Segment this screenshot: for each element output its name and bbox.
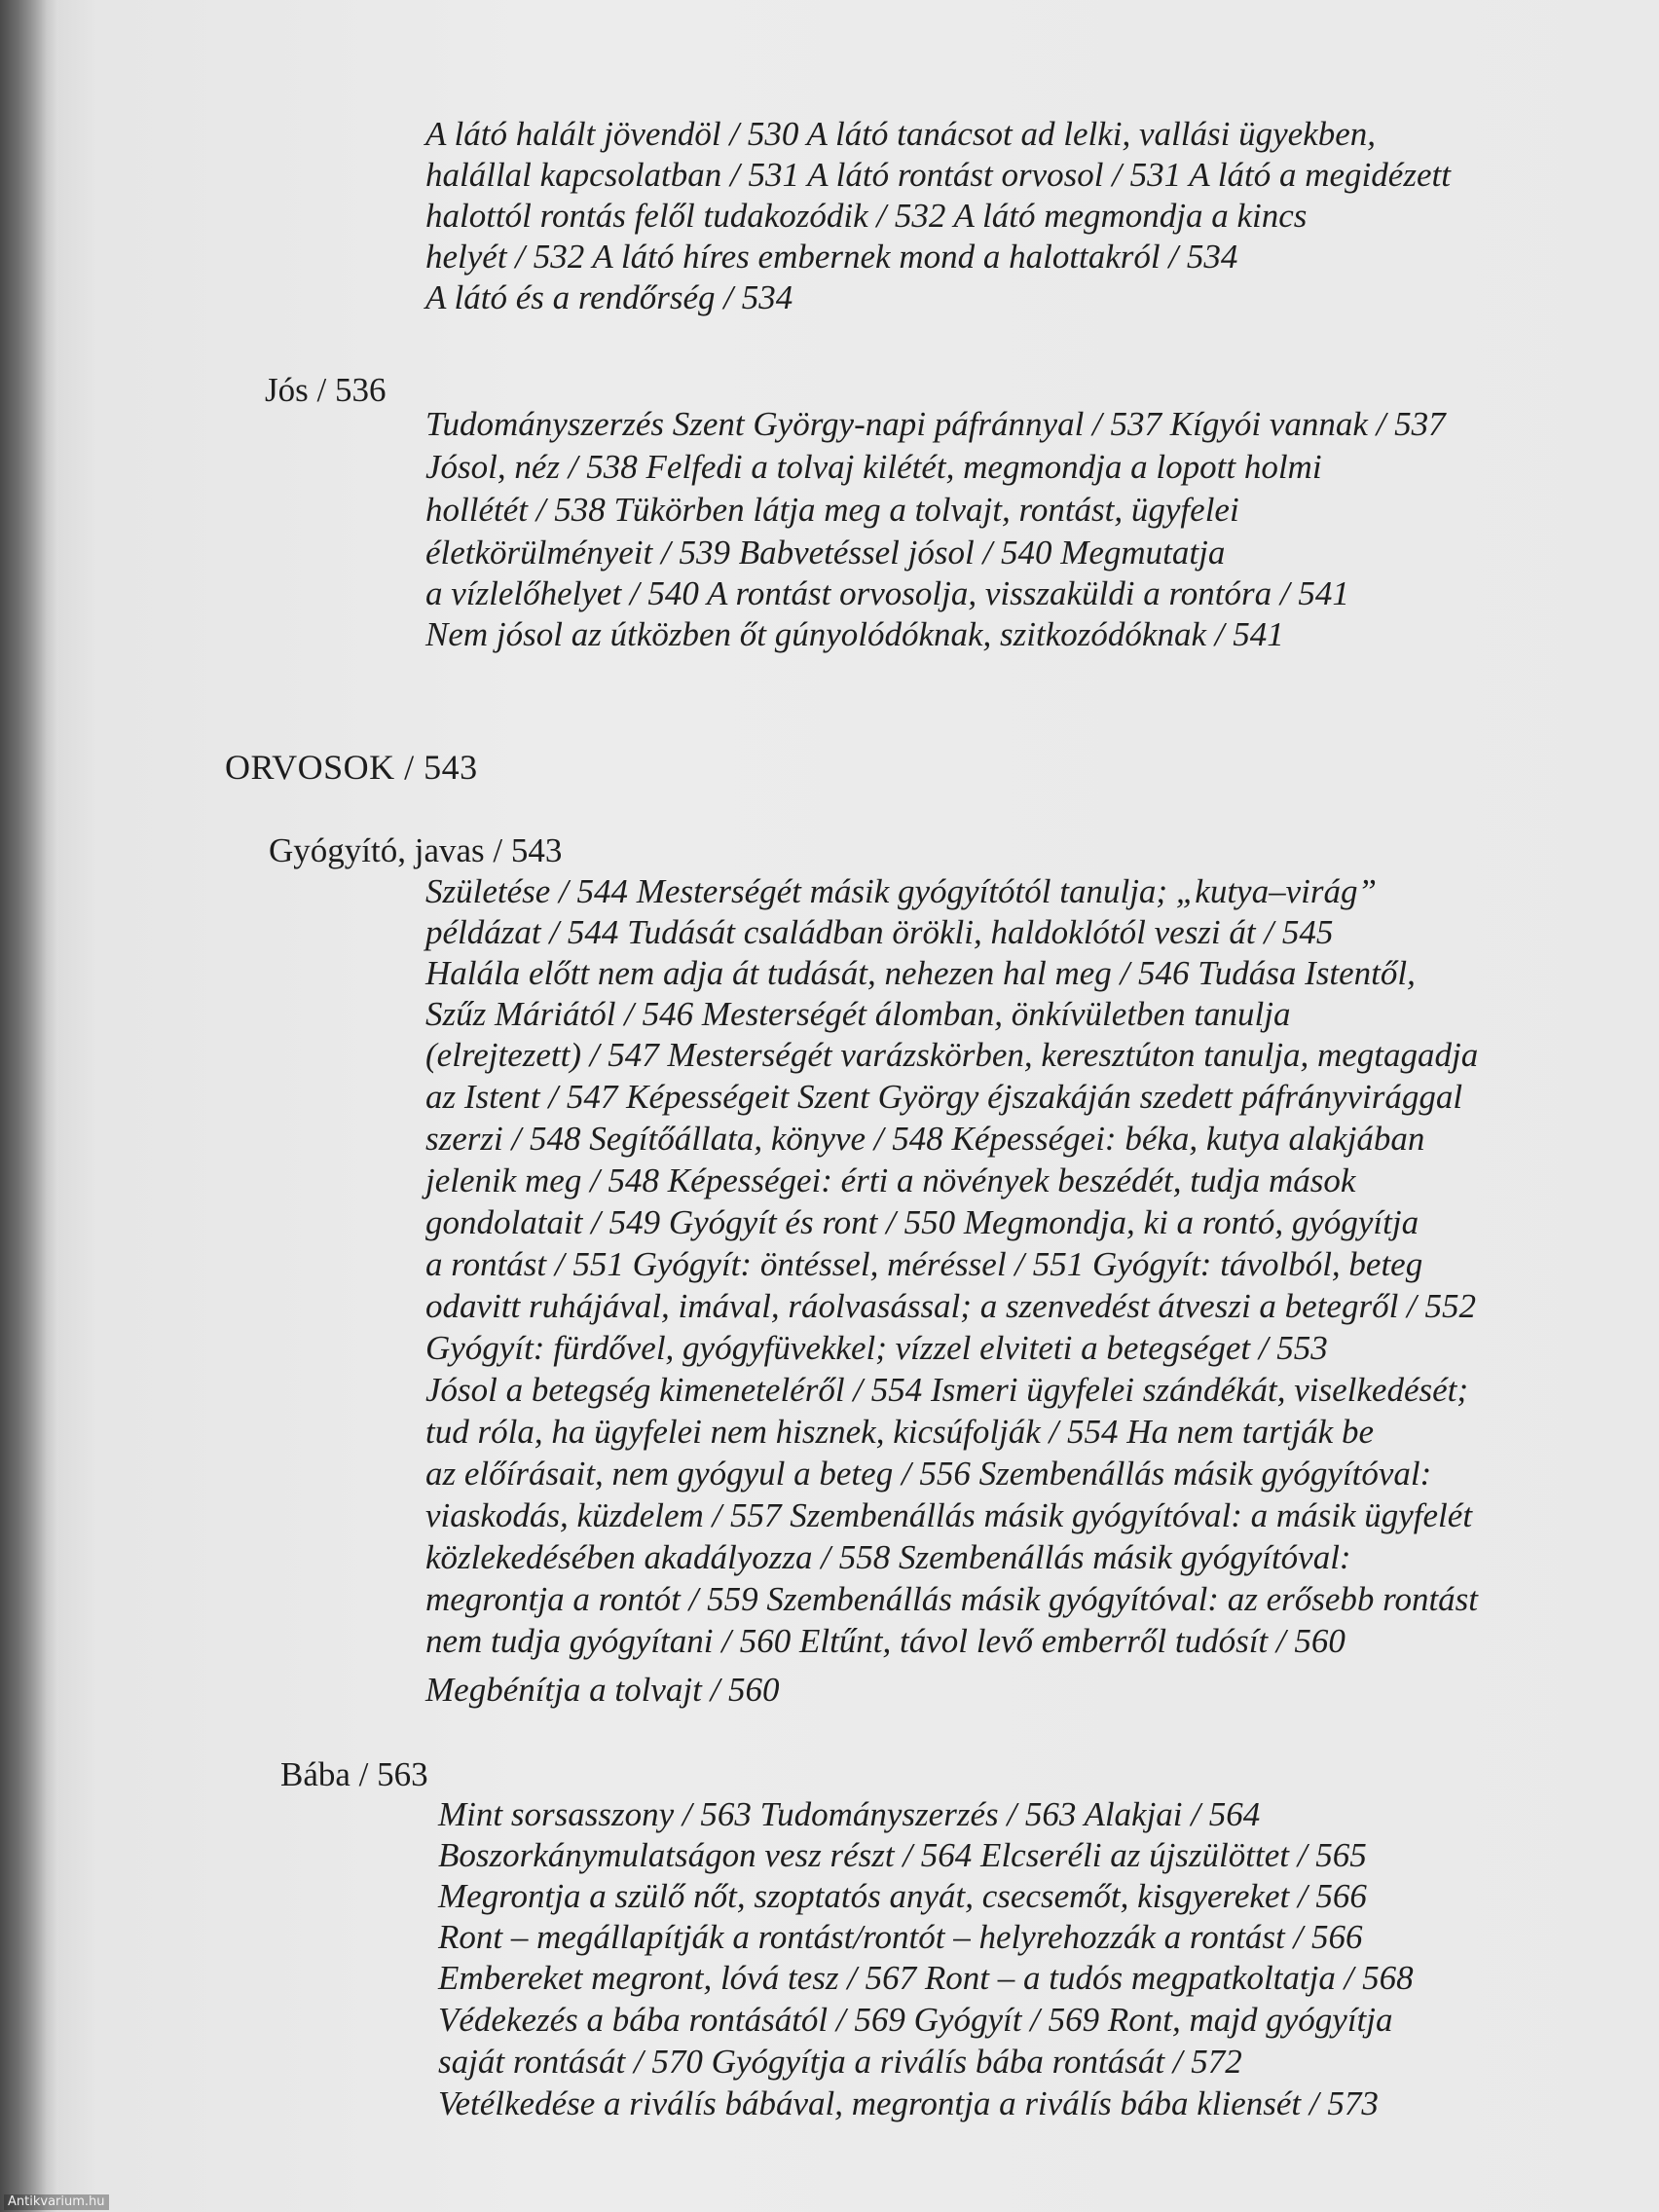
section-heading-orvosok: ORVOSOK / 543 bbox=[225, 748, 478, 787]
entry-line: viaskodás, küzdelem / 557 Szembenállás másik gyógyítóval: a másik ügyfelét bbox=[425, 1496, 1473, 1534]
entry-line: szerzi / 548 Segítőállata, könyve / 548 Képességei: béka, kutya alakjában bbox=[425, 1120, 1425, 1158]
entry-line: Védekezés a bába rontásától / 569 Gyógyít / 569 Ront, majd gyógyítja bbox=[438, 2001, 1393, 2039]
entry-line: Ront – megállapítják a rontást/rontót – helyrehozzák a rontást / 566 bbox=[438, 1918, 1363, 1956]
subheading-jos: Jós / 536 bbox=[265, 371, 387, 409]
entry-line: Mint sorsasszony / 563 Tudományszerzés / 563 Alakjai / 564 bbox=[438, 1795, 1261, 1833]
entry-line: a rontást / 551 Gyógyít: öntéssel, méréssel / 551 Gyógyít: távolból, beteg bbox=[425, 1245, 1423, 1283]
subheading-baba: Bába / 563 bbox=[280, 1755, 428, 1793]
entry-line: közlekedésében akadályozza / 558 Szembenállás másik gyógyítóval: bbox=[425, 1538, 1351, 1576]
entry-line: halállal kapcsolatban / 531 A látó rontást orvosol / 531 A látó a megidézett bbox=[425, 156, 1451, 194]
entry-line: jelenik meg / 548 Képességei: érti a növények beszédét, tudja mások bbox=[425, 1161, 1356, 1199]
entry-line: saját rontását / 570 Gyógyítja a riválís bába rontását / 572 bbox=[438, 2043, 1242, 2081]
entry-line: az Istent / 547 Képességeit Szent György éjszakáján szedett páfrányvirággal bbox=[425, 1078, 1463, 1116]
entry-line: Tudományszerzés Szent György-napi páfránnyal / 537 Kígyói vannak / 537 bbox=[425, 405, 1446, 443]
entry-line: tud róla, ha ügyfelei nem hisznek, kicsúfolják / 554 Ha nem tartják be bbox=[425, 1413, 1374, 1451]
entry-line: Megbénítja a tolvajt / 560 bbox=[425, 1671, 780, 1709]
book-gutter bbox=[0, 0, 58, 2212]
entry-line: a vízlelőhelyet / 540 A rontást orvosolja, visszaküldi a rontóra / 541 bbox=[425, 574, 1349, 612]
entry-line: Gyógyít: fürdővel, gyógyfüvekkel; vízzel elviteti a betegséget / 553 bbox=[425, 1329, 1328, 1367]
entry-line: Embereket megront, lóvá tesz / 567 Ront – a tudós megpatkoltatja / 568 bbox=[438, 1959, 1414, 1997]
entry-line: gondolatait / 549 Gyógyít és ront / 550 Megmondja, ki a rontó, gyógyítja bbox=[425, 1203, 1419, 1241]
entry-line: hollétét / 538 Tükörben látja meg a tolvajt, rontást, ügyfelei bbox=[425, 491, 1239, 529]
entry-line: életkörülményeit / 539 Babvetéssel jósol / 540 Megmutatja bbox=[425, 534, 1226, 571]
entry-line: Vetélkedése a riválís bábával, megrontja a riválís bába kliensét / 573 bbox=[438, 2084, 1379, 2122]
entry-line: Boszorkánymulatságon vesz részt / 564 Elcseréli az újszülöttet / 565 bbox=[438, 1836, 1367, 1874]
entry-line: halottól rontás felől tudakozódik / 532 A látó megmondja a kincs bbox=[425, 197, 1308, 235]
entry-line: megrontja a rontót / 559 Szembenállás másik gyógyítóval: az erősebb rontást bbox=[425, 1580, 1479, 1618]
entry-line: Jósol a betegség kimeneteléről / 554 Ismeri ügyfelei szándékát, viselkedését; bbox=[425, 1371, 1469, 1409]
entry-line: A látó és a rendőrség / 534 bbox=[425, 278, 793, 316]
entry-line: (elrejtezett) / 547 Mesterségét varázskörben, keresztúton tanulja, megtagadja bbox=[425, 1036, 1479, 1074]
entry-line: Nem jósol az útközben őt gúnyolódóknak, szitkozódóknak / 541 bbox=[425, 615, 1284, 653]
entry-line: Megrontja a szülő nőt, szoptatós anyát, csecsemőt, kisgyereket / 566 bbox=[438, 1877, 1367, 1915]
entry-line: Szűz Máriától / 546 Mesterségét álomban, önkívületben tanulja bbox=[425, 995, 1291, 1033]
entry-line: helyét / 532 A látó híres embernek mond a halottakról / 534 bbox=[425, 238, 1238, 276]
entry-line: Halála előtt nem adja át tudását, nehezen hal meg / 546 Tudása Istentől, bbox=[425, 954, 1416, 992]
watermark: Antikvarium.hu bbox=[4, 2194, 109, 2210]
entry-line: odavitt ruhájával, imával, ráolvasással; a szenvedést átveszi a betegről / 552 bbox=[425, 1287, 1477, 1325]
entry-line: A látó halált jövendöl / 530 A látó tanácsot ad lelki, vallási ügyekben, bbox=[425, 115, 1376, 153]
entry-line: nem tudja gyógyítani / 560 Eltűnt, távol levő emberről tudósít / 560 bbox=[425, 1622, 1346, 1660]
subheading-gyogyito: Gyógyító, javas / 543 bbox=[269, 831, 563, 869]
entry-line: Jósol, néz / 538 Felfedi a tolvaj kilétét, megmondja a lopott holmi bbox=[425, 448, 1322, 486]
entry-line: példázat / 544 Tudását családban örökli, haldoklótól veszi át / 545 bbox=[425, 913, 1334, 951]
entry-line: Születése / 544 Mesterségét másik gyógyítótól tanulja; „kutya–virág” bbox=[425, 872, 1377, 910]
entry-line: az előírásait, nem gyógyul a beteg / 556 Szembenállás másik gyógyítóval: bbox=[425, 1455, 1432, 1493]
